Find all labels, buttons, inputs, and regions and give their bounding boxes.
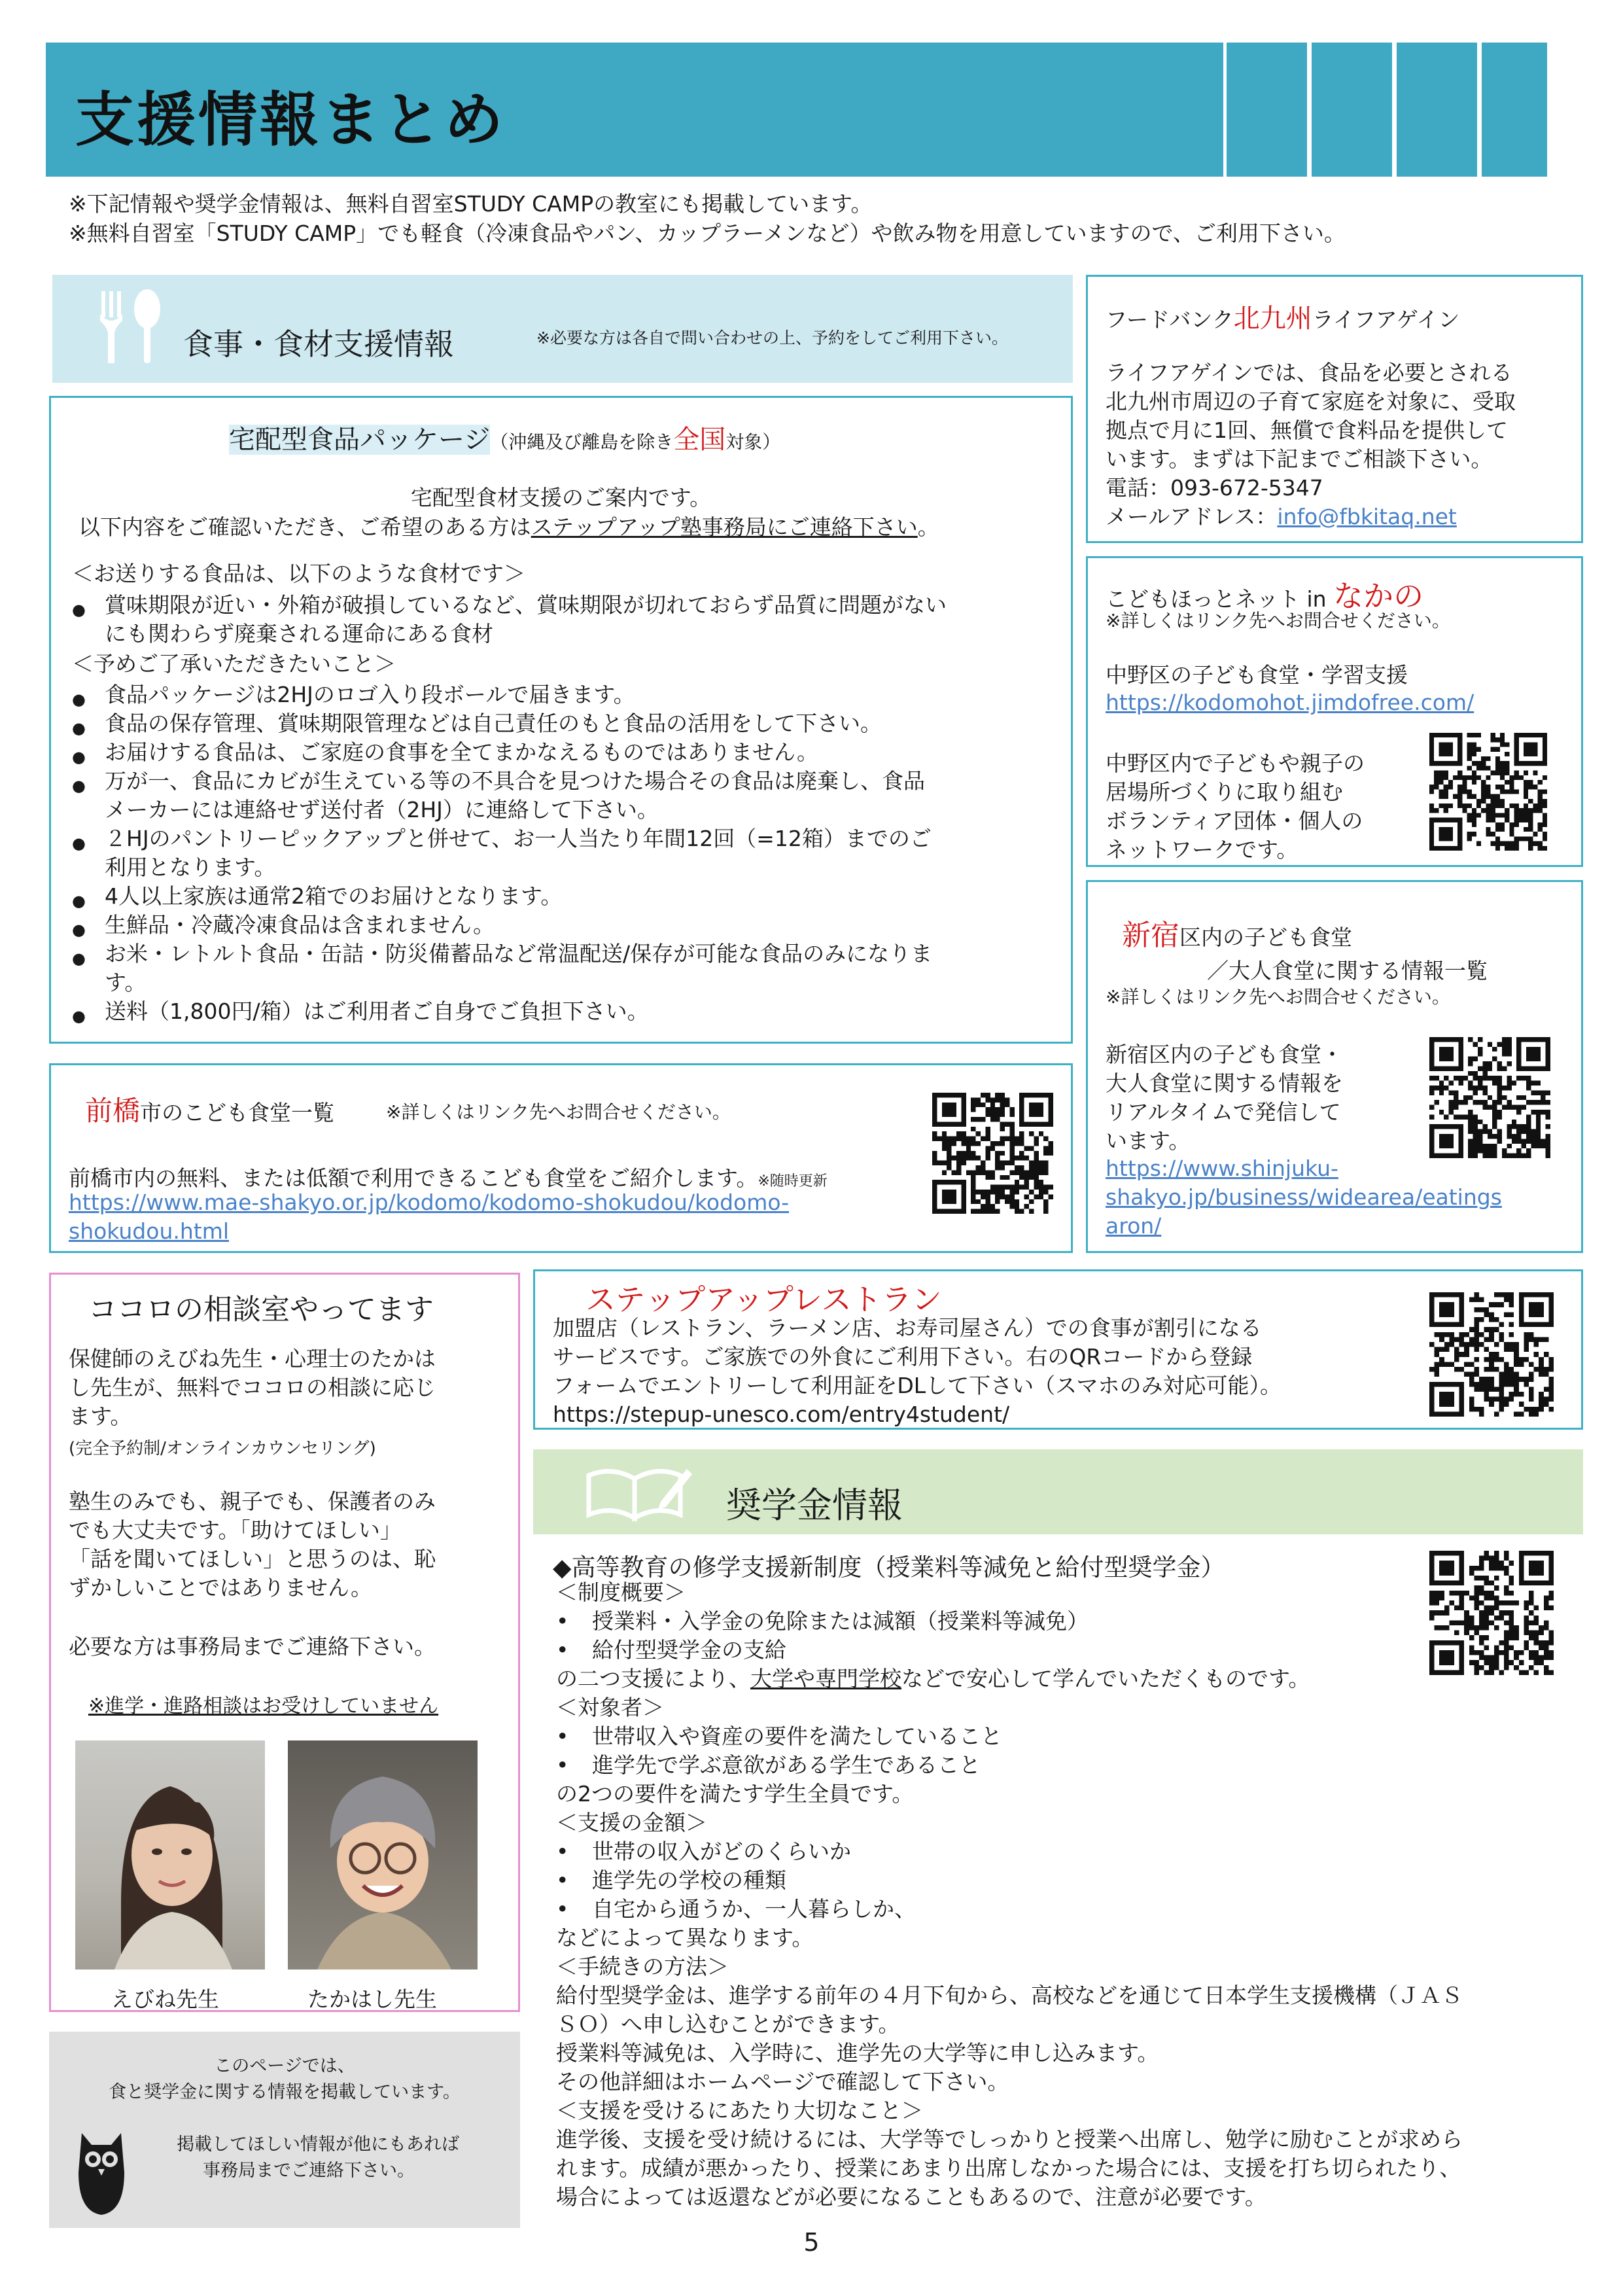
scholarship-text: れます。成績が悪かったり、授業にあまり出席しなかった場合には、支援を打ち切られたり、 [556,2155,1461,2181]
bullet-icon: ● [72,777,86,795]
delivery-item: 万が一、食品にカビが生えている等の不具合を見つけた場合その食品は廃棄し、食品 [105,768,925,794]
delivery-item: 生鮮品・冷蔵冷凍食品は含まれません。 [105,912,495,938]
foodbank-title: フードバンク北九州ライフアゲイン [1106,304,1460,334]
foodbank-mail-link[interactable]: info@fbkitaq.net [1277,504,1457,529]
bullet-icon: • [556,1896,569,1922]
qr-code-icon[interactable] [1429,1037,1550,1158]
restaurant-text: フォームでエントリーして利用証をDLして下さい（スマホのみ対応可能）。 [553,1373,1282,1398]
kokoro-text: でも大丈夫です。「助けてほしい」 [69,1517,402,1543]
delivery-item: お届けする食品は、ご家庭の食事を全てまかなえるものではありません。 [105,739,818,765]
restaurant-title: ステップアップレストラン [585,1282,942,1317]
delivery-item: ２HJのパントリーピックアップと併せて、お一人当たり年間12回（=12箱）までのご [105,826,932,851]
notice-line: ※無料自習室「STUDY CAMP」でも軽食（冷凍食品やパン、カップラーメンなど）や飲み物を用意していますので、ご利用下さい。 [69,221,1346,246]
delivery-item: 4人以上家族は通常2箱でのお届けとなります。 [105,883,563,909]
delivery-intro-1: 宅配型食材支援のご案内です。 [410,485,712,510]
notice-line: ※下記情報や奨学金情報は、無料自習室STUDY CAMPの教室にも掲載しています。 [69,191,873,217]
shinjuku-title: 新宿区内の子ども食堂 [1122,919,1352,952]
bullet-icon: • [556,1839,569,1864]
avatar [288,1740,478,1969]
delivery-item: お米・レトルト食品・缶詰・防災備蓄品など常温配送/保存が可能な食品のみになりま [105,941,933,966]
info-text: このページでは、 [214,2056,355,2076]
nakano-desc: 居場所づくりに取り組む [1106,779,1343,805]
bullet-icon: • [556,1867,569,1893]
foodbank-phone: 電話：093-672-5347 [1106,475,1323,501]
delivery-intro-2: 以下内容をご確認いただき、ご希望のある方はステップアップ塾事務局にご連絡下さい。 [79,514,939,540]
avatar-caption: えびね先生 [111,1987,219,2012]
bullet-icon: ● [72,1007,86,1025]
scholarship-subheading: ＜手続きの方法＞ [556,1954,729,1979]
kokoro-text-small: (完全予約制/オンラインカウンセリング) [69,1439,376,1458]
header-square [1227,43,1307,177]
kokoro-note: ※進学・進路相談はお受けしていません [88,1695,439,1718]
nakano-note: ※詳しくはリンク先へお問合せください。 [1106,610,1450,631]
page-number: 5 [803,2228,820,2257]
delivery-title: 宅配型食品パッケージ（沖縄及び離島を除き全国対象） [229,425,781,455]
maebashi-note: ※詳しくはリンク先へお問合せください。 [386,1101,731,1123]
scholarship-item: 給付型奨学金の支給 [592,1637,786,1663]
shinjuku-desc: 新宿区内の子ども食堂・ [1106,1042,1343,1067]
fork-spoon-icon [88,288,167,366]
restaurant-url[interactable]: https://stepup-unesco.com/entry4student/ [553,1402,1010,1427]
bullet-icon: • [556,1608,569,1634]
bullet-icon: ● [72,949,86,968]
scholarship-subheading: ＜制度概要＞ [556,1580,686,1605]
kokoro-text: 「話を聞いてほしい」と思うのは、恥 [69,1546,436,1572]
maebashi-link[interactable]: https://www.mae-shakyo.or.jp/kodomo/kodomo-shokudou/kodomo- [69,1190,790,1215]
delivery-item: 食品パッケージは2HJのロゴ入り段ボールで届きます。 [105,682,635,707]
restaurant-text: 加盟店（レストラン、ラーメン店、お寿司屋さん）での食事が割引になる [553,1315,1262,1341]
foodbank-text: 北九州市周辺の子育て家庭を対象に、受取 [1106,389,1516,414]
food-section-title: 食事・食材支援情報 [183,327,454,362]
nakano-desc: ネットワークです。 [1106,837,1299,862]
scholarship-subheading: ＜支援の金額＞ [556,1810,707,1835]
delivery-item: にも関わらず廃棄される運命にある食材 [105,621,493,646]
info-text: 事務局までご連絡下さい。 [203,2161,415,2181]
shinjuku-link[interactable]: aron/ [1106,1213,1162,1239]
scholarship-subheading: ＜対象者＞ [556,1695,664,1720]
scholarship-item: 自宅から通うか、一人暮らしか、 [592,1896,916,1922]
header-square [1312,43,1392,177]
qr-code-icon[interactable] [1429,1292,1554,1417]
foodbank-mail: メールアドレス：info@fbkitaq.net [1106,504,1457,529]
delivery-item: 利用となります。 [105,855,276,880]
delivery-item: 送料（1,800円/箱）はご利用者ご自身でご負担下さい。 [105,998,649,1024]
nakano-link[interactable]: https://kodomohot.jimdofree.com/ [1106,690,1475,715]
kokoro-text: し先生が、無料でココロの相談に応じ [69,1375,436,1400]
qr-code-icon[interactable] [1429,1551,1554,1675]
bullet-icon: ● [72,748,86,766]
delivery-item: メーカーには連絡せず送付者（2HJ）に連絡して下さい。 [105,797,659,822]
bullet-icon: ● [72,601,86,619]
page-title: 支援情報まとめ [75,86,506,154]
delivery-item: 食品の保存管理、賞味期限管理などは自己責任のもと食品の活用をして下さい。 [105,711,882,736]
scholarship-item: 世帯収入や資産の要件を満たしていること [592,1723,1002,1749]
info-text: 掲載してほしい情報が他にもあれば [177,2134,459,2155]
header-square [1397,43,1477,177]
scholarship-text: ＳＯ）へ申し込むことができます。 [556,2011,900,2037]
scholarship-item: 進学先で学ぶ意欲がある学生であること [592,1752,981,1778]
maebashi-title: 前橋市のこども食堂一覧 [85,1095,335,1127]
kokoro-text: ます。 [69,1404,132,1429]
delivery-item: す。 [105,970,147,995]
maebashi-link[interactable]: shokudou.html [69,1218,230,1244]
maebashi-desc: 前橋市内の無料、または低額で利用できるこども食堂をご紹介します。※随時更新 [69,1165,828,1191]
scholarship-text: 授業料等減免は、入学時に、進学先の大学等に申し込みます。 [556,2040,1159,2066]
scholarship-item: 世帯の収入がどのくらいか [592,1839,851,1864]
shinjuku-desc: います。 [1106,1128,1191,1154]
header-square [1482,43,1547,177]
delivery-section-heading: ＜お送りする食品は、以下のような食材です＞ [72,561,525,586]
avatar [75,1740,265,1969]
qr-code-icon[interactable] [1429,733,1547,851]
kokoro-text: 保健師のえびね先生・心理士のたかは [69,1346,436,1371]
scholarship-text: の2つの要件を満たす学生全員です。 [556,1781,914,1807]
kokoro-text: 必要な方は事務局までご連絡下さい。 [69,1634,436,1659]
shinjuku-desc: リアルタイムで発信して [1106,1099,1341,1125]
scholarship-heading: ◆高等教育の修学支援新制度（授業料等減免と給付型奨学金） [553,1553,1225,1581]
shinjuku-link[interactable]: shakyo.jp/business/widearea/eatings [1106,1184,1502,1210]
scholarship-subheading: ＜支援を受けるにあたり大切なこと＞ [556,2098,923,2123]
qr-code-icon[interactable] [932,1093,1053,1214]
delivery-section-heading: ＜予めご了承いただきたいこと＞ [72,651,396,677]
restaurant-text: サービスです。ご家族での外食にご利用下さい。右のQRコードから登録 [553,1344,1253,1369]
delivery-item: 賞味期限が近い・外箱が破損しているなど、賞味期限が切れておらず品質に問題がない [105,592,947,618]
food-section-note: ※必要な方は各自で問い合わせの上、予約をしてご利用下さい。 [536,328,1008,347]
scholarship-text: 進学後、支援を受け続けるには、大学等でしっかりと授業へ出席し、勉学に励むことが求めら [556,2127,1463,2152]
scholarship-item: 授業料・入学金の免除または減額（授業料等減免） [592,1608,1089,1634]
shinjuku-title-2: ／大人食堂に関する情報一覧 [1207,958,1488,983]
bullet-icon: ● [72,719,86,737]
owl-icon [62,2120,141,2218]
nakano-title: こどもほっとネット in なかの [1106,578,1424,614]
scholarship-text: 給付型奨学金は、進学する前年の４月下旬から、高校などを通じて日本学生支援機構（ＪＡＳ [556,1983,1463,2008]
bullet-icon: ● [72,834,86,853]
scholarship-text: 場合によっては返還などが必要になることもあるので、注意が必要です。 [556,2184,1266,2210]
avatar-caption: たかはし先生 [307,1987,437,2012]
shinjuku-desc: 大人食堂に関する情報を [1106,1070,1343,1096]
kokoro-text: 塾生のみでも、親子でも、保護者のみ [69,1489,436,1514]
book-pen-icon [582,1462,693,1525]
scholarship-text: などによって異なります。 [556,1925,814,1951]
scholarship-title: 奨学金情報 [726,1485,903,1526]
foodbank-text: ライフアゲインでは、食品を必要とされる [1106,360,1512,385]
shinjuku-note: ※詳しくはリンク先へお問合せください。 [1106,986,1450,1008]
bullet-icon: • [556,1637,569,1663]
foodbank-text: 拠点で月に1回、無償で食料品を提供して [1106,417,1508,443]
bullet-icon: • [556,1752,569,1778]
kokoro-text: ずかしいことではありません。 [69,1575,372,1600]
nakano-desc: 中野区内で子どもや親子の [1106,751,1365,776]
nakano-subtitle: 中野区の子ども食堂・学習支援 [1106,662,1408,688]
bullet-icon: ● [72,921,86,939]
kokoro-title: ココロの相談室やってます [88,1293,434,1326]
scholarship-text: の二つ支援により、大学や専門学校などで安心して学んでいただくものです。 [556,1666,1310,1691]
shinjuku-link[interactable]: https://www.shinjuku- [1106,1156,1338,1181]
foodbank-text: います。まずは下記までご相談下さい。 [1106,446,1493,472]
info-text: 食と奨学金に関する情報を掲載しています。 [109,2082,461,2102]
scholarship-item: 進学先の学校の種類 [592,1867,786,1893]
bullet-icon: • [556,1723,569,1749]
nakano-desc: ボランティア団体・個人の [1106,808,1363,834]
bullet-icon: ● [72,892,86,910]
scholarship-text: その他詳細はホームページで確認して下さい。 [556,2069,1009,2094]
bullet-icon: ● [72,690,86,709]
